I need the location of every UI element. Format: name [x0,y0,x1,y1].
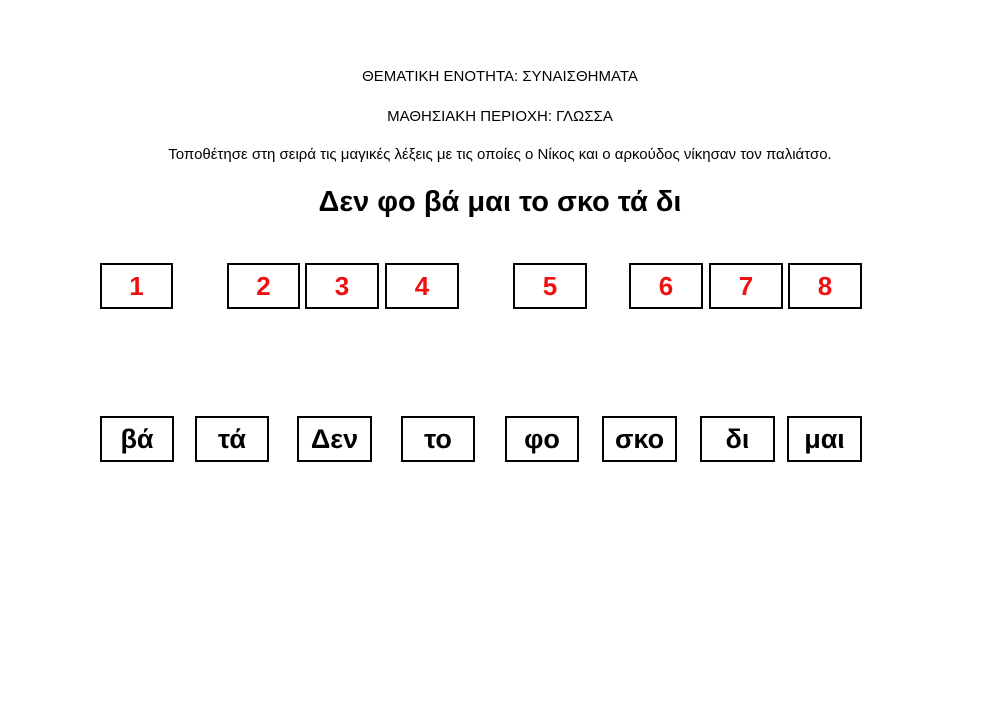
syllable-tile-di[interactable]: δι [700,416,775,462]
syllable-tile-ta[interactable]: τά [195,416,269,462]
syllable-tile-sko[interactable]: σκο [602,416,677,462]
syllable-tile-den[interactable]: Δεν [297,416,372,462]
theme-heading: ΘΕΜΑΤΙΚΗ ΕΝΟΤΗΤΑ: ΣΥΝΑΙΣΘΗΜΑΤΑ [362,68,638,85]
drop-slot-7[interactable]: 7 [709,263,783,309]
syllable-tile-mai[interactable]: μαι [787,416,862,462]
drop-slot-6[interactable]: 6 [629,263,703,309]
magic-phrase: Δεν φο βά μαι το σκο τά δι [318,186,682,218]
syllable-tile-va[interactable]: βά [100,416,174,462]
area-heading: ΜΑΘΗΣΙΑΚΗ ΠΕΡΙΟΧΗ: ΓΛΩΣΣΑ [387,108,613,125]
instruction-text: Τοποθέτησε στη σειρά τις μαγικές λέξεις με τις οποίες ο Νίκος και ο αρκούδος νίκησαν τον παλιάτσο. [168,146,832,163]
drop-slot-3[interactable]: 3 [305,263,379,309]
syllable-tile-to[interactable]: το [401,416,475,462]
syllable-tile-fo[interactable]: φο [505,416,579,462]
drop-slot-8[interactable]: 8 [788,263,862,309]
drop-slot-2[interactable]: 2 [227,263,300,309]
drop-slot-5[interactable]: 5 [513,263,587,309]
drop-slot-1[interactable]: 1 [100,263,173,309]
drop-slot-4[interactable]: 4 [385,263,459,309]
